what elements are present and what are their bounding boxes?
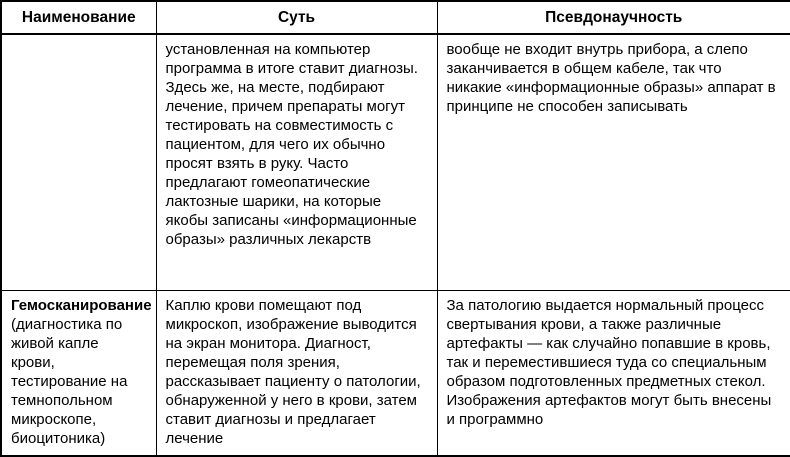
- cell-name: [1, 291, 156, 456]
- table-row: [1, 291, 790, 456]
- cell-essence: Каплю крови помещают под микроскоп, изображение выводится на экран монитора. Диагност, перемещая поля зрения, рассказывает пациенту о патологии, обнаруженной у него в крови, затем ставит диагнозы и предлагает лечение: [156, 291, 437, 456]
- table-row: [1, 34, 790, 291]
- table-header-row: [1, 1, 790, 34]
- column-header-pseudoscience: Псевдонаучность: [437, 1, 790, 34]
- method-description: (диагностика по живой капле крови, тестирование на темнопольном микроскопе, биоцитоника): [11, 316, 128, 448]
- cell-name-continued: [1, 34, 156, 291]
- cell-pseudoscience: вообще не входит внутрь прибора, а слепо заканчивается в общем кабеле, так что никакие «информационные образы» аппарат в принципе не способен записывать: [437, 34, 790, 291]
- column-header-essence: Суть: [156, 1, 437, 34]
- column-header-name: Наименование: [1, 1, 156, 34]
- cell-pseudoscience: За патологию выдается нормальный процесс свертывания крови, а также различные артефакты — как случайно попавшие в кровь, так и переместившиеся туда со специальным образом подготовленных предметных стекол. Изображения артефактов могут быть внесены и программно: [437, 291, 790, 456]
- cell-essence: установленная на компьютер программа в итоге ставит диагнозы. Здесь же, на месте, подбирают лечение, причем препараты могут тестировать на совместимость с пациентом, для чего их обычно просят взять в руку. Часто предлагают гомеопатические лактозные шарики, на которые якобы записаны «информационные образы» различных лекарств: [156, 34, 437, 291]
- method-term: Гемосканирование: [11, 297, 152, 315]
